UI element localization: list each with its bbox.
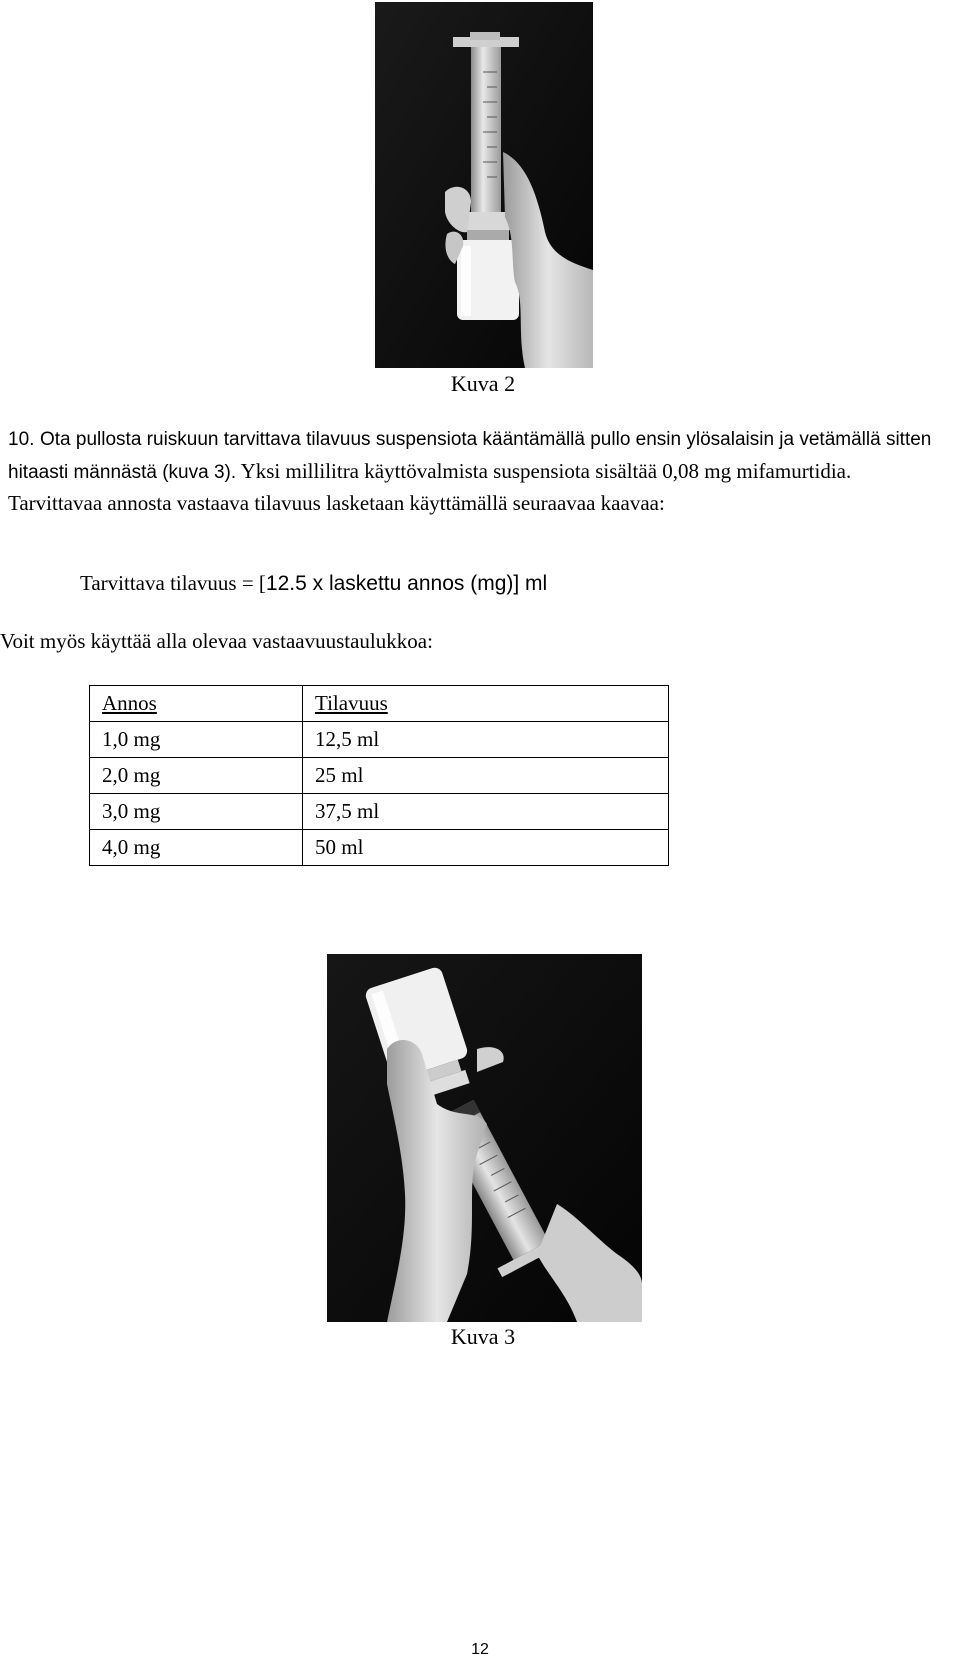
figure-kuva-2-photo <box>375 2 593 368</box>
table-intro: Voit myös käyttää alla olevaa vastaavuustaulukkoa: <box>0 629 433 653</box>
volume-cell: 25 ml <box>303 758 669 794</box>
page-number: 12 <box>471 1641 489 1658</box>
figure-caption: Kuva 3 <box>450 1324 516 1349</box>
table-row <box>90 830 669 866</box>
table-row <box>90 794 669 830</box>
inverted-vial-syringe-illustration <box>327 954 642 1322</box>
step-text-lead: Ota pullosta ruiskuun tarvittava tilavuus suspensiota kääntämällä pullo ensin ylösalaisin ja vetämällä sitten hitaasti männästä (kuva 3). <box>8 429 932 483</box>
table-header-row <box>90 686 669 722</box>
instruction-step-10 <box>8 423 948 520</box>
step-text-rest: Yksi millilitra käyttövalmista suspensiota sisältää 0,08 mg mifamurtidia. Tarvittavaa annosta vastaava tilavuus lasketaan käyttämällä seuraavaa kaavaa: <box>8 458 852 515</box>
dose-volume-table <box>89 685 669 866</box>
figure-caption: Kuva 2 <box>450 371 516 396</box>
formula-label: Tarvittava tilavuus = [ <box>80 571 266 595</box>
step-number: 10. <box>8 429 35 450</box>
volume-cell: 50 ml <box>303 830 669 866</box>
dose-cell: 3,0 mg <box>90 794 303 830</box>
header-annos: Annos <box>90 686 303 722</box>
table-row <box>90 722 669 758</box>
dose-cell: 1,0 mg <box>90 722 303 758</box>
dose-cell: 4,0 mg <box>90 830 303 866</box>
table-row <box>90 758 669 794</box>
volume-cell: 12,5 ml <box>303 722 669 758</box>
formula-value: 12.5 x laskettu annos (mg)] ml <box>265 572 548 595</box>
syringe-vial-illustration <box>375 2 593 368</box>
figure-kuva-3-photo <box>327 954 642 1322</box>
volume-formula <box>80 570 547 597</box>
volume-cell: 37,5 ml <box>303 794 669 830</box>
header-tilavuus: Tilavuus <box>303 686 669 722</box>
dose-cell: 2,0 mg <box>90 758 303 794</box>
